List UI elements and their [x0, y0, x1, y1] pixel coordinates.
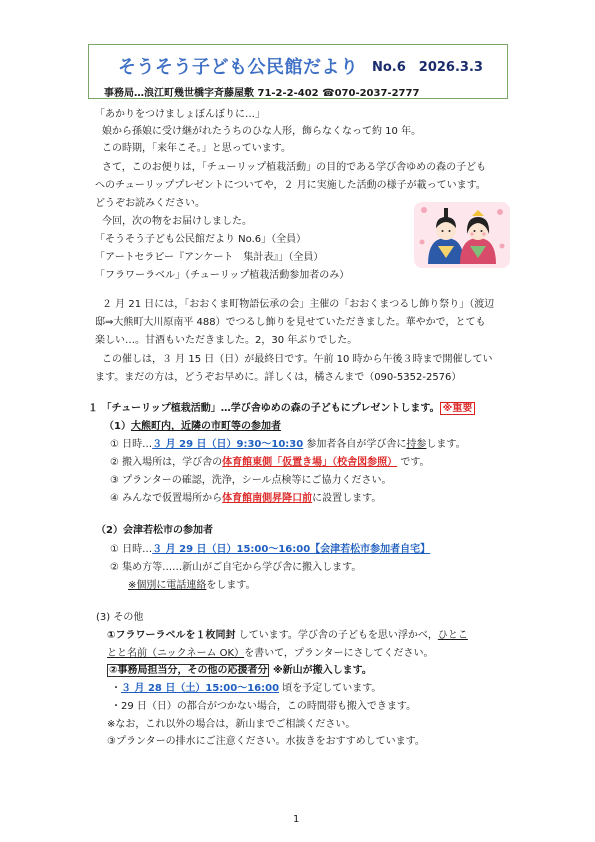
item-marker: ④: [110, 493, 119, 504]
subsection-1-heading: [104, 420, 281, 433]
item-text: 搬入場所は，学び舎の: [122, 457, 223, 468]
section-1-heading: [88, 402, 475, 415]
subsection-number: （1）: [104, 421, 131, 432]
schedule-note: [128, 579, 256, 592]
item-marker: ②: [110, 457, 119, 468]
event-date: ３ 月 29 日（日）9:30～10:30: [152, 439, 304, 450]
delivered-item: 「フラワーラベル」（チューリップ植栽活動参加者のみ）: [95, 270, 350, 281]
note-text: ※個別に電話連絡: [128, 580, 207, 591]
item-text: 日時…: [122, 544, 153, 555]
item-text: しています。学び舎の子どもを思い浮かべ，: [238, 630, 438, 641]
hina-doll-illustration: [414, 202, 510, 268]
bullet: ・: [111, 683, 121, 694]
schedule-item: [110, 438, 466, 451]
intro-line: この時期，「来年こそ。」と思っています。: [102, 143, 291, 154]
item-text: します。: [426, 439, 466, 450]
event-line: この催しは，３ 月 15 日（日）が最終日です。午前 10 時から午後３時まで開催してい: [102, 354, 493, 365]
schedule-item: [110, 456, 430, 469]
delivered-item: 「アートセラピー『アンケート 集計表』」（全員）: [95, 252, 324, 263]
other-line: [107, 629, 468, 642]
schedule-item: [110, 492, 381, 505]
schedule-item: [110, 543, 430, 556]
schedule-item: [110, 561, 361, 574]
item-marker: ①: [110, 439, 119, 450]
item-marker: ①: [110, 544, 119, 555]
event-date: ３ 月 29 日（日）15:00～16:00【会津若松市参加者自宅】: [152, 544, 431, 555]
other-line: [111, 682, 381, 695]
item-text: 頃を予定しています。: [282, 683, 382, 694]
intro-line: 娘から孫娘に受け継がれたうちのひな人形，飾らなくなって約 10 年。: [102, 126, 422, 137]
intro-line: さて，このお便りは，「チューリップ植栽活動」の目的である学び舎ゆめの森の子ども: [102, 162, 487, 173]
other-line: [107, 647, 434, 660]
item-text: 持参: [406, 439, 427, 450]
intro-line: 今回，次の物をお届けしました。: [102, 216, 252, 227]
item-text: 参加者各自が学び舎に: [306, 439, 407, 450]
intro-line: へのチューリッププレゼントについてや，２ 月に実施した活動の様子が載っています。: [95, 180, 486, 191]
intro-song-line: 「あかりをつけましょぼんぼりに…」: [95, 109, 265, 120]
item-text: に設置します。: [312, 493, 382, 504]
important-badge: ※重要: [440, 402, 476, 415]
subsection-3-heading: (3) その他: [96, 612, 144, 623]
event-line: 邸⇒大熊町大川原南平 488）でつるし飾りを見せていただきました。華やかで，とても: [95, 317, 486, 328]
item-text: 日時…: [122, 439, 153, 450]
schedule-item: [110, 474, 392, 487]
item-text: プランターの確認，洗浄，シール点検等にご協力ください。: [122, 475, 392, 486]
boxed-heading: ②事務局担当分，その他の応援者分: [109, 665, 268, 676]
event-line: 楽しい…。甘酒もいただきました。2，30 年ぶりでした。: [95, 335, 358, 346]
setup-location: 体育館南側昇降口前: [222, 493, 313, 504]
note-text: をします。: [206, 580, 256, 591]
item-text: を書いて，プランターにさしてください。: [244, 648, 434, 659]
event-line: ２ 月 21 日には，「おおくま町物語伝承の会」主催の「おおくまつるし飾り祭り」（渡辺: [102, 299, 495, 310]
item-text: 集め方等……新山がご自宅から学び舎に搬入します。: [122, 562, 362, 573]
event-line: ます。まだの方は，どうぞお早めに。詳しくは，橘さんまで（090-5352-2576）: [95, 372, 462, 383]
item-marker: ②: [110, 562, 119, 573]
item-marker: ③: [110, 475, 119, 486]
item-text: ①フラワーラベルを１枚同封: [107, 630, 236, 641]
item-text: ※新山が搬入します。: [272, 665, 372, 676]
item-text: みんなで仮置場所から: [122, 493, 223, 504]
issue-number-date: No.6 2026.3.3: [372, 60, 483, 75]
section-1-title: １ 「チューリップ植栽活動」…学び舎ゆめの森の子どもにプレゼントします。: [88, 403, 440, 414]
item-text: ひとこ: [437, 630, 468, 641]
delivery-location: 体育館東側「仮置き場」（校舎図参照）: [222, 457, 398, 468]
event-date: ３ 月 28 日（土）15:00～16:00: [121, 683, 280, 694]
newsletter-title: そうそう子ども公民館だより: [118, 57, 359, 78]
other-line: ③プランターの排水にご注意ください。水抜きをおすすめしています。: [107, 736, 425, 747]
subsection-2-heading: （2）会津若松市の参加者: [96, 525, 213, 536]
other-line: ・29 日（日）の都合がつかない場合，この時間帯も搬入できます。: [111, 701, 417, 712]
page-number: 1: [293, 814, 300, 825]
other-line: ※なお，これ以外の場合は，新山までご相談ください。: [107, 719, 356, 730]
delivered-item: 「そうそう子ども公民館だより No.6」（全員）: [95, 234, 307, 245]
intro-line: どうぞお読みください。: [95, 198, 205, 209]
subsection-title: 大熊町内，近隣の市町等の参加者: [130, 421, 281, 432]
item-text: とと名前（ニックネーム OK）: [107, 648, 245, 659]
office-address: 事務局…浪江町幾世橋字斉藤屋敷 71-2-2-402 ☎070-2037-2777: [104, 88, 420, 99]
other-line: [107, 664, 372, 677]
item-text: です。: [400, 457, 430, 468]
